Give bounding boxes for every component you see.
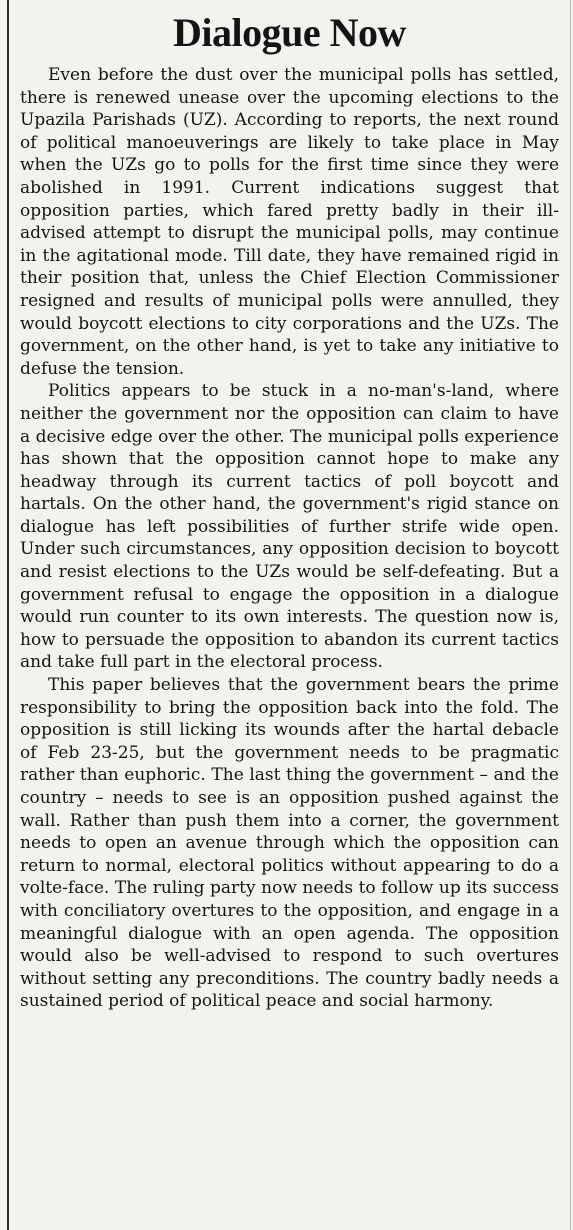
paragraph-2: Politics appears to be stuck in a no-man's-land, where neither the government nor the opposition can claim to have a decisive edge over the other. The municipal polls experience has shown that the opposition cannot hope to make any headway through its current tactics of poll boycott and hartals. On the other hand, the government's rigid stance on dialogue has left possibilities of further strife wide open. Under such circumstances, any opposition decision to boycott and resist elections to the UZs would be self-defeating. But a government refusal to engage the opposition in a dialogue would run counter to its own interests. The question now is, how to persuade the opposition to abandon its current tactics and take full part in the electoral process.: [20, 381, 559, 673]
article-body: [20, 64, 559, 1013]
headline: Dialogue Now: [173, 10, 406, 55]
paragraph-3: This paper believes that the government bears the prime responsibility to bring the opposition back into the fold. The opposition is still licking its wounds after the hartal debacle of Feb 23-25, but the government needs to be pragmatic rather than euphoric. The last thing the government – and the country – needs to see is an opposition pushed against the wall. Rather than push them into a corner, the government needs to open an avenue through which the opposition can return to normal, electoral politics without appearing to do a volte-face. The ruling party now needs to follow up its success with conciliatory overtures to the opposition, and engage in a meaningful dialogue with an open agenda. The opposition would also be well-advised to respond to such overtures without setting any preconditions. The country badly needs a sustained period of political peace and social harmony.: [20, 675, 559, 1012]
paragraph-1: Even before the dust over the municipal polls has settled, there is renewed unease over the upcoming elections to the Upazila Parishads (UZ). According to reports, the next round of political manoeuverings are likely to take place in May when the UZs go to polls for the first time since they were abolished in 1991. Current indications suggest that opposition parties, which fared pretty badly in their ill-advised attempt to disrupt the municipal polls, may continue in the agitational mode. Till date, they have remained rigid in their position that, unless the Chief Election Commissioner resigned and results of municipal polls were annulled, they would boycott elections to city corporations and the UZs. The government, on the other hand, is yet to take any initiative to defuse the tension.: [20, 65, 559, 379]
